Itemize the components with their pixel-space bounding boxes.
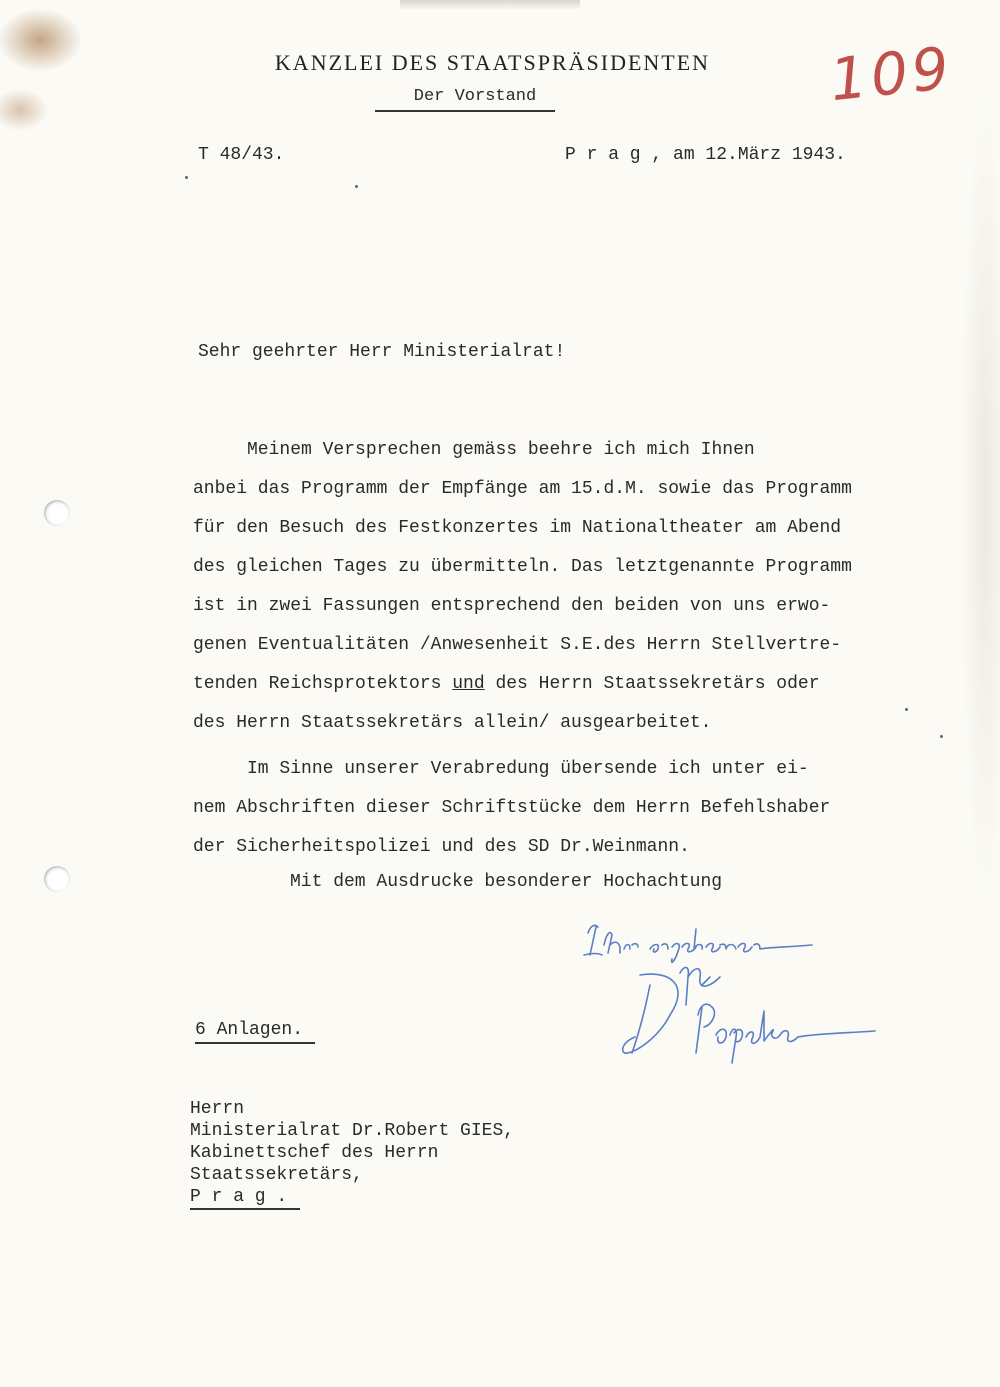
text-line — [193, 665, 953, 704]
text-line: ist in zwei Fassungen entsprechend den beiden von uns erwo- — [193, 596, 831, 616]
addressee-block — [190, 1098, 514, 1208]
letterhead-department: Der Vorstand — [413, 87, 537, 106]
paragraph-1 — [193, 431, 953, 743]
paper-stain — [400, 0, 580, 10]
place-date: P r a g , am 12.März 1943. — [565, 145, 846, 165]
text-line: anbei das Programm der Empfänge am 15.d.M. sowie das Programm — [193, 479, 852, 499]
closing-formula: Mit dem Ausdrucke besonderer Hochachtung — [290, 872, 723, 892]
addressee-line: Ministerialrat Dr.Robert GIES, — [190, 1121, 515, 1141]
text-line: nem Abschriften dieser Schriftstücke dem Herrn Befehlshaber — [193, 798, 831, 818]
paragraph-2 — [193, 750, 953, 867]
salutation: Sehr geehrter Herr Ministerialrat! — [198, 342, 566, 362]
letterhead-underline — [375, 110, 555, 112]
punch-hole-icon — [44, 500, 70, 526]
reference-number: T 48/43. — [198, 145, 285, 165]
text-line: der Sicherheitspolizei und des SD Dr.Weinmann. — [193, 837, 690, 857]
addressee-city: P r a g . — [190, 1187, 288, 1207]
archive-number: 109 — [826, 33, 956, 115]
addressee-line: Herrn — [190, 1099, 245, 1119]
text-segment: tenden Reichsprotektors — [193, 674, 453, 694]
underlined-word: und — [452, 674, 485, 694]
text-line: Im Sinne unserer Verabredung übersende ich unter ei- — [193, 759, 809, 779]
text-line: Meinem Versprechen gemäss beehre ich mich Ihnen — [193, 440, 755, 460]
enclosures-underline — [195, 1042, 315, 1044]
letterhead-office: KANZLEI DES STAATSPRÄSIDENTEN — [274, 50, 711, 75]
text-line: des Herrn Staatssekretärs allein/ ausgearbeitet. — [193, 713, 712, 733]
enclosures-note: 6 Anlagen. — [195, 1020, 304, 1040]
text-line: genen Eventualitäten /Anwesenheit S.E.des Herrn Stellvertre- — [193, 635, 842, 655]
addressee-city-underline — [190, 1208, 300, 1210]
text-line: für den Besuch des Festkonzertes im Nationaltheater am Abend — [193, 518, 842, 538]
paper-speck — [185, 176, 188, 179]
addressee-line: Kabinettschef des Herrn — [190, 1143, 439, 1163]
punch-hole-icon — [44, 866, 70, 892]
text-line: des gleichen Tages zu übermitteln. Das letztgenannte Programm — [193, 557, 852, 577]
handwritten-signature — [580, 915, 880, 1075]
paper-speck — [355, 185, 358, 188]
addressee-line: Staatssekretärs, — [190, 1165, 363, 1185]
text-segment: des Herrn Staatssekretärs oder — [484, 674, 820, 694]
